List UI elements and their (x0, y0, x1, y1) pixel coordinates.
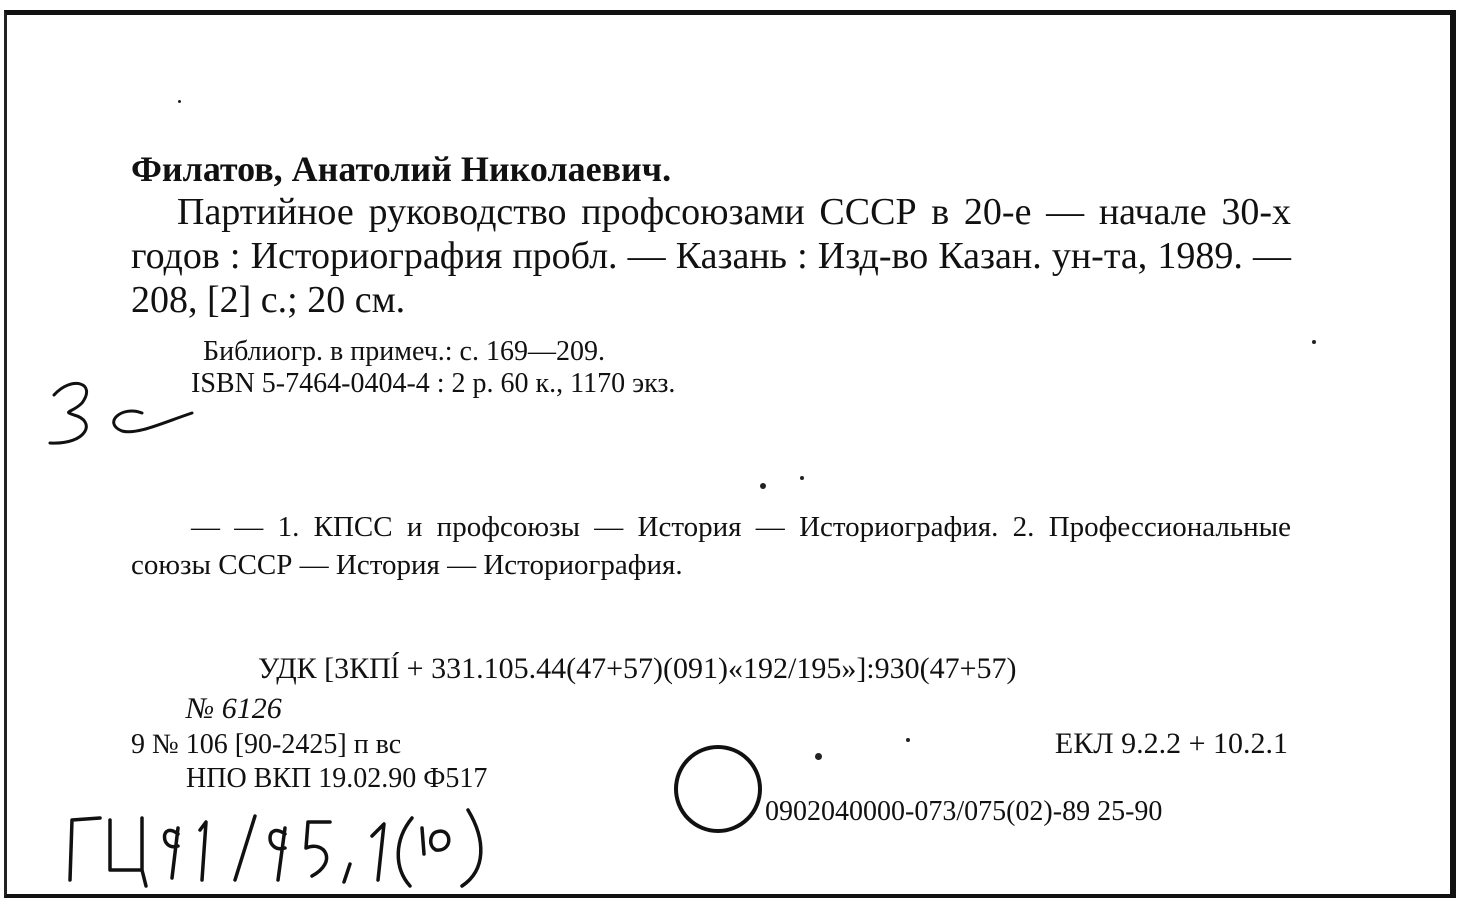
order-line: 9 № 106 [90-2425] п вс (131, 729, 402, 760)
author-heading: Филатов, Анатолий Николаевич. (131, 149, 672, 189)
speck (800, 476, 804, 480)
speck (760, 483, 766, 489)
speck (1312, 340, 1316, 344)
udk-classification: УДК [3КПĺ + 331.105.44(47+57)(091)«192/195»]:930(47+57) (258, 652, 1017, 685)
subject-headings: — — 1. КПСС и профсоюзы — История — Историография. 2. Профессиональные союзы СССР — История — Историография. (131, 511, 1291, 581)
speck (815, 753, 822, 760)
npo-line: НПО ВКП 19.02.90 Ф517 (186, 763, 488, 794)
handwritten-shelf-mark (60, 790, 510, 890)
isbn-line: ISBN 5-7464-0404-4 : 2 р. 60 к., 1170 экз. (191, 368, 676, 399)
publication-code: 0902040000-073/075(02)-89 25-90 (765, 796, 1163, 827)
speck (906, 738, 910, 742)
card-number: № 6126 (186, 692, 282, 725)
stamp-circle (674, 745, 762, 833)
ekl-classification: ЕКЛ 9.2.2 + 10.2.1 (1054, 727, 1288, 760)
speck (178, 100, 181, 103)
bibliography-note: Библиогр. в примеч.: с. 169—209. (203, 336, 605, 367)
title-statement: Партийное руководство профсоюзами СССР в 20-е — начале 30-х годов : Историография пробл. — Казань : Изд-во Казан. ун-та, 1989. — 208, [2] с.; 20 см. (131, 191, 1291, 321)
handwritten-mark (42, 365, 202, 455)
